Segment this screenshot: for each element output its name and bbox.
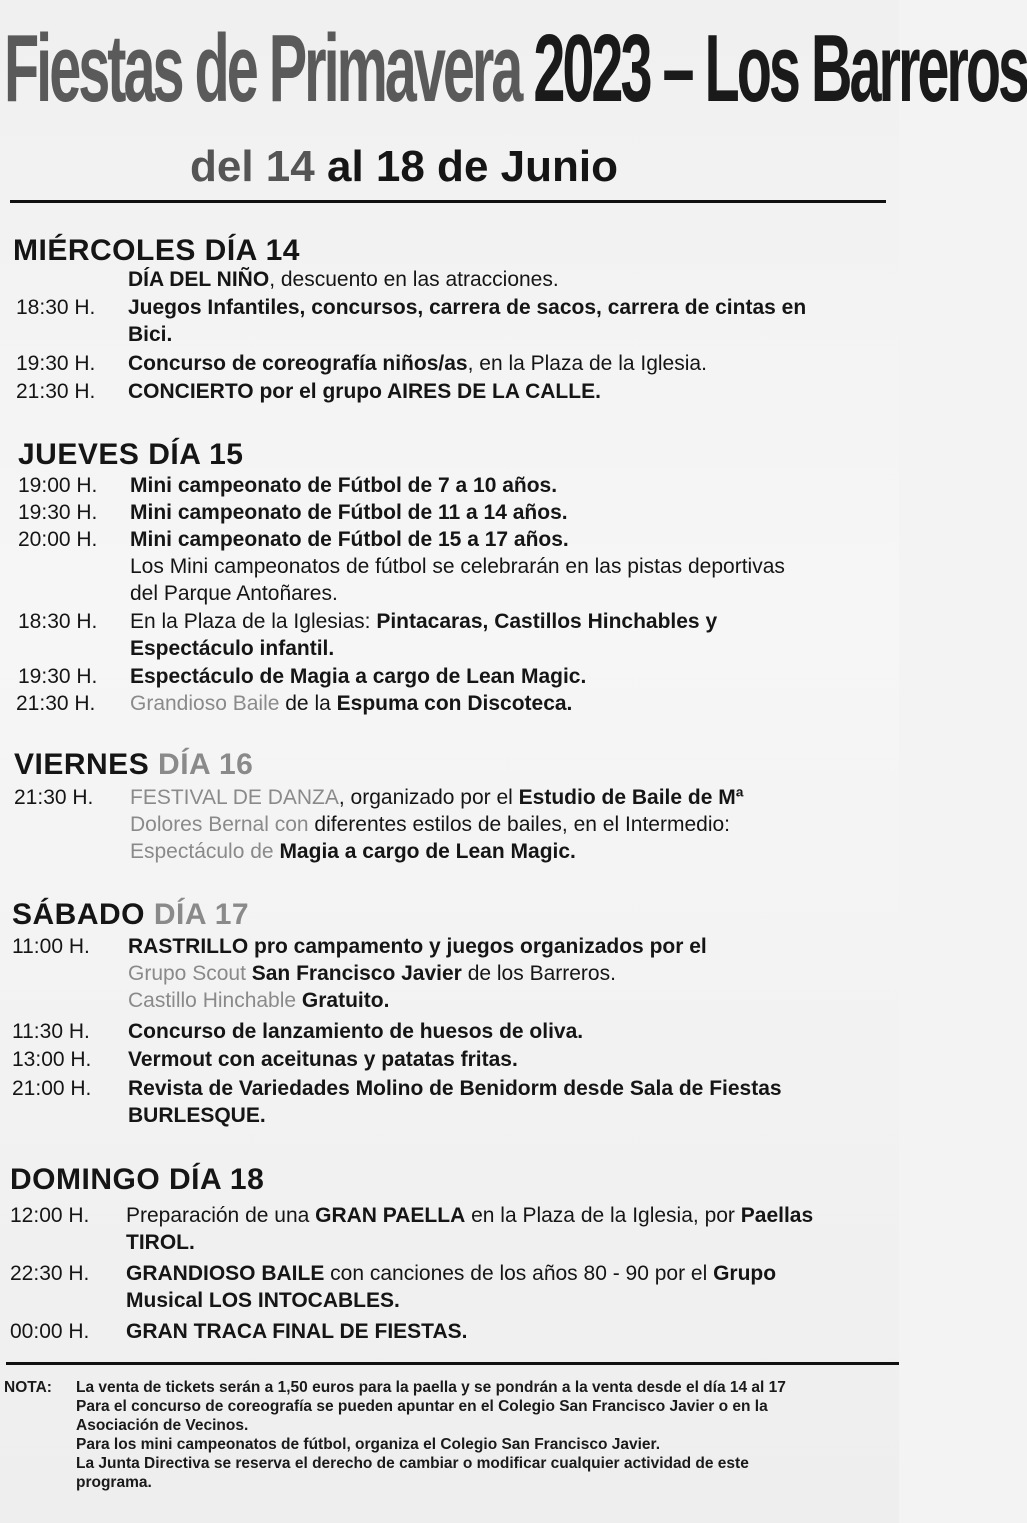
event-time: 19:00 H. [18, 474, 98, 497]
event-time: 18:30 H. [16, 296, 96, 319]
day-heading-sunday: DOMINGO DÍA 18 [10, 1163, 265, 1196]
event-detail: , en la Plaza de la Iglesia. [467, 352, 707, 375]
event-detail: con canciones de los años 80 - 90 por el [324, 1262, 714, 1285]
note-line: La venta de tickets serán a 1,50 euros para la paella y se pondrán a la venta desde el día 14 al 17 [76, 1379, 786, 1396]
note-line: Para el concurso de coreografía se pueden apuntar en el Colegio San Francisco Javier o en la [76, 1398, 768, 1415]
event-time: 11:30 H. [12, 1020, 90, 1043]
event-time: 11:00 H. [12, 935, 90, 958]
event-description: Mini campeonato de Fútbol de 7 a 10 años. [130, 474, 558, 497]
event-highlight: GRANDIOSO BAILE [126, 1262, 325, 1285]
event-highlight: DÍA DEL NIÑO [128, 268, 270, 291]
day-heading-thursday: JUEVES DÍA 15 [18, 438, 244, 471]
schedule-row [18, 553, 858, 607]
poster-title [4, 14, 1027, 124]
event-highlight: Grupo Musical LOS INTOCABLES. [126, 1262, 777, 1312]
event-highlight: Concurso de coreografía niños/as [128, 352, 468, 375]
event-highlight: RASTRILLO pro campamento y juegos organizados por el [128, 935, 707, 958]
event-detail: de los Barreros. [461, 962, 616, 985]
event-detail: Castillo Hinchable [128, 989, 297, 1012]
top-divider [10, 200, 886, 203]
day-heading-friday: VIERNES DÍA 16 [14, 748, 254, 781]
event-highlight: Magia a cargo de Lean Magic. [273, 840, 576, 863]
event-detail: Preparación de una [126, 1204, 316, 1227]
event-time: 12:00 H. [10, 1204, 90, 1227]
note-line: programa. [76, 1474, 152, 1491]
event-detail: En la Plaza de la Iglesias: [130, 610, 377, 633]
event-highlight: Espuma con Discoteca. [336, 692, 573, 715]
event-note: Los Mini campeonatos de fútbol se celebrarán en las pistas deportivas del Parque Antoñares. [130, 555, 785, 605]
event-highlight: AIRES DE LA CALLE. [387, 380, 601, 403]
date-range [190, 140, 710, 194]
event-detail: Grandioso Baile [130, 692, 280, 715]
event-description: Mini campeonato de Fútbol de 11 a 14 años. [130, 501, 568, 524]
event-time: 21:30 H. [16, 692, 96, 715]
schedule-row [18, 608, 858, 662]
day-heading-saturday: SÁBADO DÍA 17 [12, 898, 250, 931]
event-time: 13:00 H. [12, 1048, 92, 1071]
event-detail: en la Plaza de la Iglesia, por [465, 1204, 741, 1227]
event-highlight: San Francisco Javier [245, 962, 462, 985]
schedule-row [14, 784, 884, 868]
event-description: GRAN TRACA FINAL DE FIESTAS. [126, 1320, 468, 1343]
event-detail: Espectáculo de [130, 840, 274, 863]
event-highlight: GRAN PAELLA [315, 1204, 466, 1227]
event-time: 21:00 H. [12, 1077, 92, 1100]
note-line: Asociación de Vecinos. [76, 1417, 249, 1434]
event-description: Vermout con aceitunas y patatas fritas. [128, 1048, 518, 1071]
event-description: Mini campeonato de Fútbol de 15 a 17 años. [130, 528, 569, 551]
event-time: 19:30 H. [16, 352, 96, 375]
event-detail: de la [279, 692, 337, 715]
event-detail: por el grupo [253, 380, 388, 403]
title-part-b: 2023 – Los Barreros [520, 15, 1027, 122]
event-description: Espectáculo de Magia a cargo de Lean Magic. [130, 665, 587, 688]
event-description: Concurso de lanzamiento de huesos de oliva. [128, 1020, 584, 1043]
event-detail: , descuento en las atracciones. [269, 268, 559, 291]
schedule-row [10, 1202, 890, 1258]
event-time: 22:30 H. [10, 1262, 90, 1285]
note-label: NOTA: [4, 1379, 52, 1396]
event-time: 00:00 H. [10, 1320, 90, 1343]
event-detail: diferentes estilos de bailes, en el Intermedio: [308, 813, 730, 836]
note-line: La Junta Directiva se reserva el derecho de cambiar o modificar cualquier actividad de este [76, 1455, 749, 1472]
note-line: Para los mini campeonatos de fútbol, organiza el Colegio San Francisco Javier. [76, 1436, 660, 1453]
event-time: 19:30 H. [18, 665, 98, 688]
event-time: 20:00 H. [18, 528, 98, 551]
date-range-end: al 18 de Junio [314, 142, 618, 191]
event-time: 21:30 H. [16, 380, 96, 403]
schedule-row [12, 933, 872, 1017]
event-detail: Grupo Scout [128, 962, 246, 985]
event-time: 18:30 H. [18, 610, 98, 633]
schedule-row [10, 1260, 890, 1316]
event-time: 19:30 H. [18, 501, 98, 524]
event-highlight: CONCIERTO [128, 380, 254, 403]
title-part-a: Fiestas de Primavera [4, 15, 521, 122]
event-description: Juegos Infantiles, concursos, carrera de sacos, carrera de cintas en Bici. [128, 296, 807, 346]
event-highlight: Pintacaras, Castillos Hinchables y Espectáculo infantil. [130, 610, 718, 660]
event-highlight: FESTIVAL DE DANZA [130, 786, 339, 809]
date-range-start: del 14 [190, 142, 315, 191]
day-heading-wednesday: MIÉRCOLES DÍA 14 [13, 234, 300, 267]
event-detail: , organizado por el [338, 786, 519, 809]
schedule-row [12, 1075, 872, 1131]
event-highlight: Paellas TIROL. [126, 1204, 814, 1254]
event-detail: Dolores Bernal con [130, 813, 309, 836]
schedule-row [16, 294, 856, 350]
bottom-divider [6, 1362, 899, 1365]
event-highlight: Estudio de Baile de Mª [518, 786, 744, 809]
event-description: Revista de Variedades Molino de Benidorm desde Sala de Fiestas BURLESQUE. [128, 1077, 782, 1127]
event-highlight: Gratuito. [296, 989, 390, 1012]
event-time: 21:30 H. [14, 786, 94, 809]
